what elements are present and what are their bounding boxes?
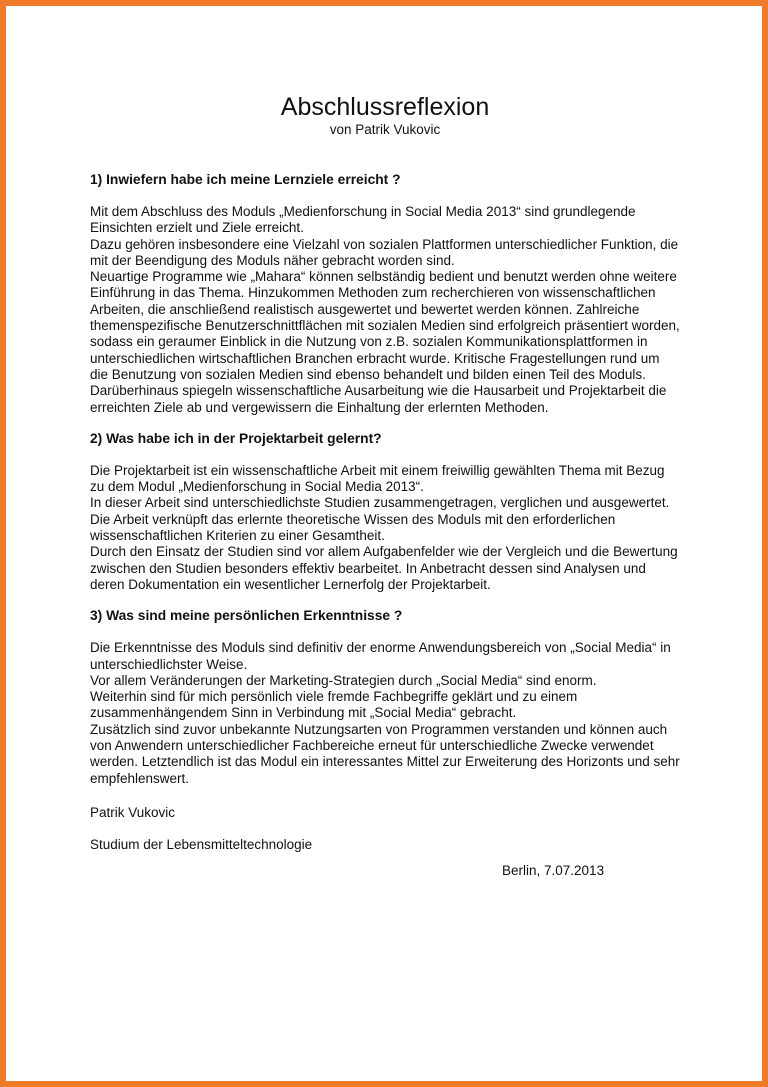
- section-2: [90, 431, 680, 593]
- paragraph: Neuartige Programme wie „Mahara“ können selbständig bedient und benutzt werden ohne weitere Einführung in das Thema. Hinzukommen Methoden zum recherchieren von wissenschaftlichen Arbeiten, die anschließend realistisch ausgewertet und bewertet werden können. Zahlreiche themenspezifische Benutzerschnittflächen mit sozialen Medien sind erfolgreich präsentiert worden, sodass ein geraumer Einblick in die Nutzung von z.B. sozialen Kommunikationsplattformen in unterschiedlichen wirtschaftlichen Branchen erbracht wurde. Kritische Fragestellungen rund um die Benutzung von sozialen Medien sind ebenso behandelt und bilden einen Teil des Moduls. Darüberhinaus spiegeln wissenschaftliche Ausarbeitung wie die Hausarbeit und Projektarbeit die erreichten Ziele ab und vergewissern die Einhaltung der erlernten Methoden.: [90, 269, 680, 415]
- document-subtitle: von Patrik Vukovic: [329, 122, 441, 137]
- paragraph: Weiterhin sind für mich persönlich viele fremde Fachbegriffe geklärt und zu einem zusammenhängendem Sinn in Verbindung mit „Social Media“ gebracht.: [90, 689, 578, 721]
- section-2-heading: 2) Was habe ich in der Projektarbeit gelernt?: [90, 430, 382, 446]
- section-1-heading: 1) Inwiefern habe ich meine Lernziele erreicht ?: [90, 172, 401, 187]
- paragraph: Dazu gehören insbesondere eine Vielzahl von sozialen Plattformen unterschiedlicher Funktion, die mit der Beendigung des Moduls näher gebracht worden sind.: [90, 236, 679, 268]
- section-3-heading: 3) Was sind meine persönlichen Erkenntnisse ?: [90, 608, 403, 624]
- section-2-body: [90, 463, 680, 593]
- signature-place-date: Berlin, 7.07.2013: [502, 862, 605, 878]
- signature-study: Studium der Lebensmitteltechnologie: [90, 836, 313, 852]
- section-3: [90, 608, 680, 787]
- paragraph: In dieser Arbeit sind unterschiedlichste Studien zusammengetragen, verglichen und ausgewertet. Die Arbeit verknüpft das erlernte theoretische Wissen des Moduls mit den erforderlichen wissenschaftlichen Kriterien zu einer Gesamtheit.: [90, 495, 670, 544]
- document-title: Abschlussreflexion: [280, 93, 490, 121]
- paragraph: Mit dem Abschluss des Moduls „Medienforschung in Social Media 2013“ sind grundlegende Einsichten erzielt und Ziele erreicht.: [90, 204, 636, 236]
- section-1: [90, 172, 680, 416]
- section-1-body: [90, 204, 680, 416]
- paragraph: Zusätzlich sind zuvor unbekannte Nutzungsarten von Programmen verstanden und können auch von Anwendern unterschiedlicher Fachbereiche erneut für unterschiedliche Zwecke verwendet werden. Letztendlich ist das Modul ein interessantes Mittel zur Erweiterung des Horizonts und sehr empfehlenswert.: [90, 721, 680, 786]
- section-3-body: [90, 640, 680, 787]
- paragraph: Die Erkenntnisse des Moduls sind definitiv der enorme Anwendungsbereich von „Social Media“ in unterschiedlichster Weise.: [90, 640, 671, 672]
- paragraph: Die Projektarbeit ist ein wissenschaftliche Arbeit mit einem freiwillig gewählten Thema mit Bezug zu dem Modul „Medienforschung in Social Media 2013“.: [90, 462, 665, 495]
- document-page: [90, 92, 680, 879]
- signature-name: Patrik Vukovic: [90, 804, 176, 820]
- paragraph: Durch den Einsatz der Studien sind vor allem Aufgabenfelder wie der Vergleich und die Bewertung zwischen den Studien besonders effektiv bearbeitet. In Anbetracht dessen sind Analysen und deren Dokumentation ein wesentlicher Lernerfolg der Projektarbeit.: [90, 544, 678, 592]
- paragraph: Vor allem Veränderungen der Marketing-Strategien durch „Social Media“ sind enorm.: [90, 672, 597, 688]
